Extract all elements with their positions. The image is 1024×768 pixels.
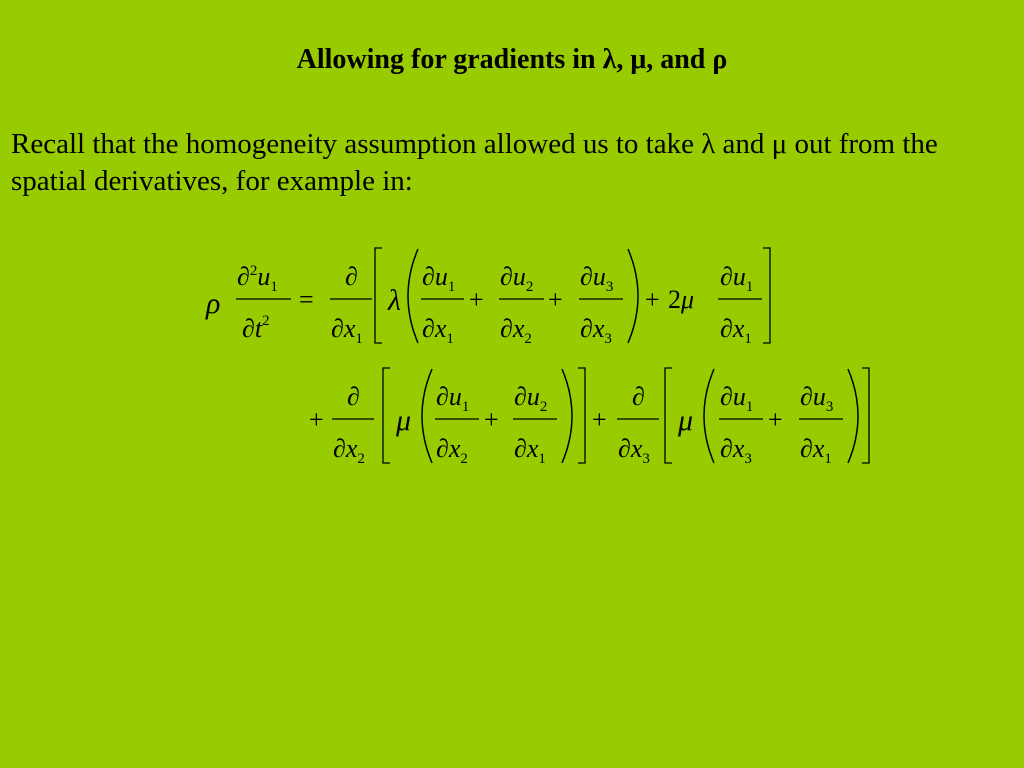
svg-text:∂: ∂ [345, 262, 358, 291]
svg-text:∂u1: $\partial u_1$ [422, 262, 456, 295]
svg-text:+: + [592, 405, 607, 434]
svg-text:∂u2: $\partial u_2$ [514, 382, 548, 415]
svg-text:∂x3: $\partial x_3$ [580, 314, 612, 347]
svg-text:∂u3: $\partial u_3$ [580, 262, 614, 295]
svg-text:μ: μ [396, 404, 412, 437]
svg-text:∂u1: $\partial u_1$ [720, 382, 754, 415]
svg-text:=: = [299, 285, 314, 314]
slide-title: Allowing for gradients in λ, μ, and ρ [296, 44, 728, 75]
svg-text:∂x1: $\partial x_1$ [331, 314, 363, 347]
svg-text:∂t2: $\partial t^2$ [242, 313, 270, 343]
svg-text:∂x1: $\partial x_1$ [422, 314, 454, 347]
svg-text:∂x1: $\partial x_1$ [800, 434, 832, 467]
svg-text:+: + [309, 405, 324, 434]
svg-text:∂u3: $\partial u_3$ [800, 382, 834, 415]
svg-text:∂u2: $\partial u_2$ [500, 262, 534, 295]
svg-text:+: + [768, 405, 783, 434]
equation-line-2 [309, 368, 869, 467]
svg-text:μ: μ [678, 404, 694, 437]
svg-text:+: + [645, 285, 660, 314]
svg-text:2μ: 2μ [668, 285, 695, 314]
svg-text:∂x2: $\partial x_2$ [333, 434, 365, 467]
svg-text:+: + [469, 285, 484, 314]
svg-text:∂x3: $\partial x_3$ [618, 434, 650, 467]
svg-text:∂x2: $\partial x_2$ [436, 434, 468, 467]
svg-text:∂x1: $\partial x_1$ [514, 434, 546, 467]
equation-line-1 [205, 248, 770, 347]
svg-text:∂u1: $\partial u_1$ [436, 382, 470, 415]
svg-text:∂x1: $\partial x_1$ [720, 314, 752, 347]
rho-symbol: ρ [206, 287, 221, 320]
svg-text:∂u1: $\partial u_1$ [720, 262, 754, 295]
svg-text:∂: ∂ [347, 382, 360, 411]
svg-text:+: + [484, 405, 499, 434]
svg-text:∂2u1: $\partial^2u_1$ [237, 262, 278, 295]
svg-text:∂x2: $\partial x_2$ [500, 314, 532, 347]
svg-text:λ: λ [388, 284, 401, 317]
svg-text:+: + [548, 285, 563, 314]
svg-text:∂: ∂ [632, 382, 645, 411]
svg-text:∂x3: $\partial x_3$ [720, 434, 752, 467]
slide-paragraph: Recall that the homogeneity assumption allowed us to take λ and μ out from the spatial derivatives, for example in: [11, 128, 938, 197]
